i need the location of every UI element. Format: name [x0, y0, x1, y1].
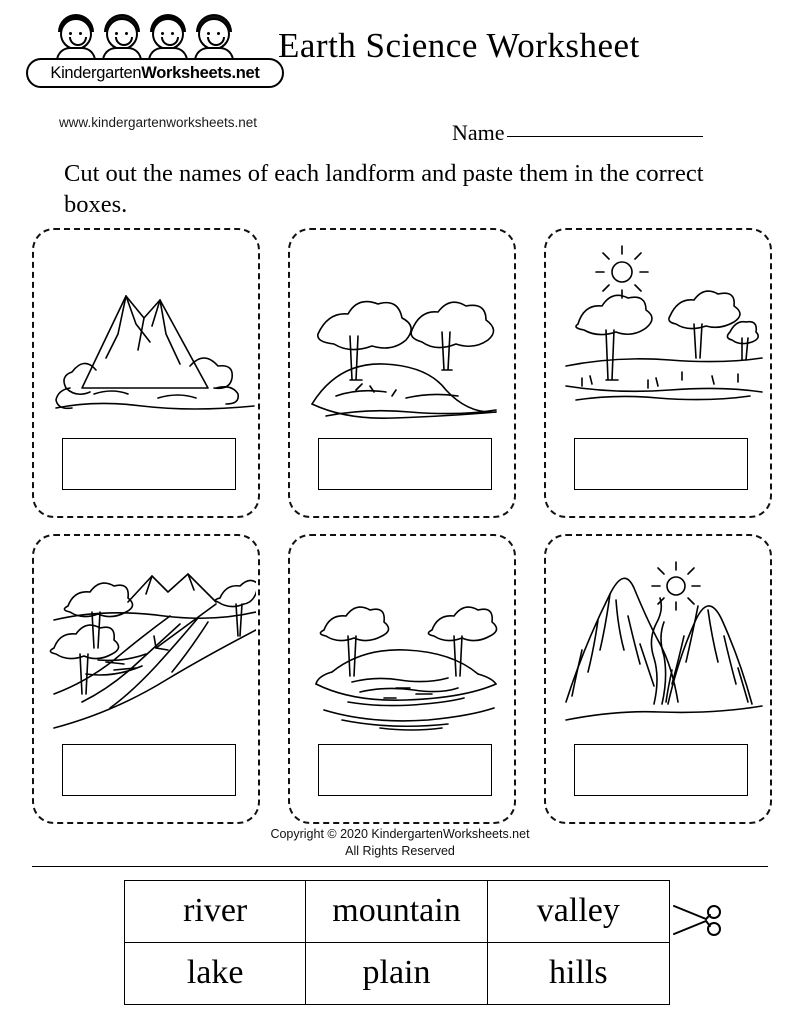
scissors-icon [672, 898, 728, 942]
word-bank-cell[interactable]: river [125, 881, 306, 943]
word-bank-table [124, 880, 670, 1005]
word-bank-cell[interactable]: plain [306, 943, 487, 1005]
plain-illustration [552, 238, 768, 438]
answer-box-river[interactable] [62, 744, 236, 796]
answer-box-valley[interactable] [574, 744, 748, 796]
word-bank-cell[interactable]: mountain [306, 881, 487, 943]
instructions-text: Cut out the names of each landform and paste them in the correct boxes. [64, 160, 704, 219]
valley-illustration [552, 544, 768, 744]
logo-wordmark [26, 58, 284, 88]
landform-card-river[interactable] [32, 534, 260, 824]
hills-illustration [296, 238, 512, 438]
name-field [452, 120, 703, 146]
landform-card-mountain[interactable] [32, 228, 260, 518]
name-label: Name [452, 120, 505, 145]
river-illustration [40, 544, 256, 744]
logo-text-light: Kindergarten [50, 63, 142, 82]
site-logo [26, 14, 290, 88]
name-write-line[interactable] [507, 135, 703, 137]
landform-card-lake[interactable] [288, 534, 516, 824]
word-bank-cell[interactable]: lake [125, 943, 306, 1005]
mountain-illustration [40, 238, 256, 438]
kid-figure-1 [54, 14, 98, 60]
kid-figure-3 [146, 14, 190, 60]
landform-card-plain[interactable] [544, 228, 772, 518]
copyright-line: Copyright © 2020 KindergartenWorksheets.net [270, 827, 530, 841]
page-header [0, 0, 800, 145]
rights-line: All Rights Reserved [345, 843, 455, 858]
landform-card-valley[interactable] [544, 534, 772, 824]
kid-figure-4 [192, 14, 236, 60]
logo-kids-illustration [54, 14, 290, 60]
word-bank-cell[interactable]: valley [488, 881, 669, 943]
lake-illustration [296, 544, 512, 744]
answer-box-lake[interactable] [318, 744, 492, 796]
word-bank-cell[interactable]: hills [549, 954, 608, 992]
site-url: www.kindergartenworksheets.net [58, 115, 258, 130]
kid-figure-2 [100, 14, 144, 60]
answer-box-mountain[interactable] [62, 438, 236, 490]
answer-box-plain[interactable] [574, 438, 748, 490]
answer-box-hills[interactable] [318, 438, 492, 490]
page-title: Earth Science Worksheet [278, 26, 640, 65]
landform-card-hills[interactable] [288, 228, 516, 518]
cut-line-divider [32, 866, 768, 867]
footer-copyright [0, 826, 800, 860]
logo-text-bold: Worksheets.net [141, 63, 260, 82]
